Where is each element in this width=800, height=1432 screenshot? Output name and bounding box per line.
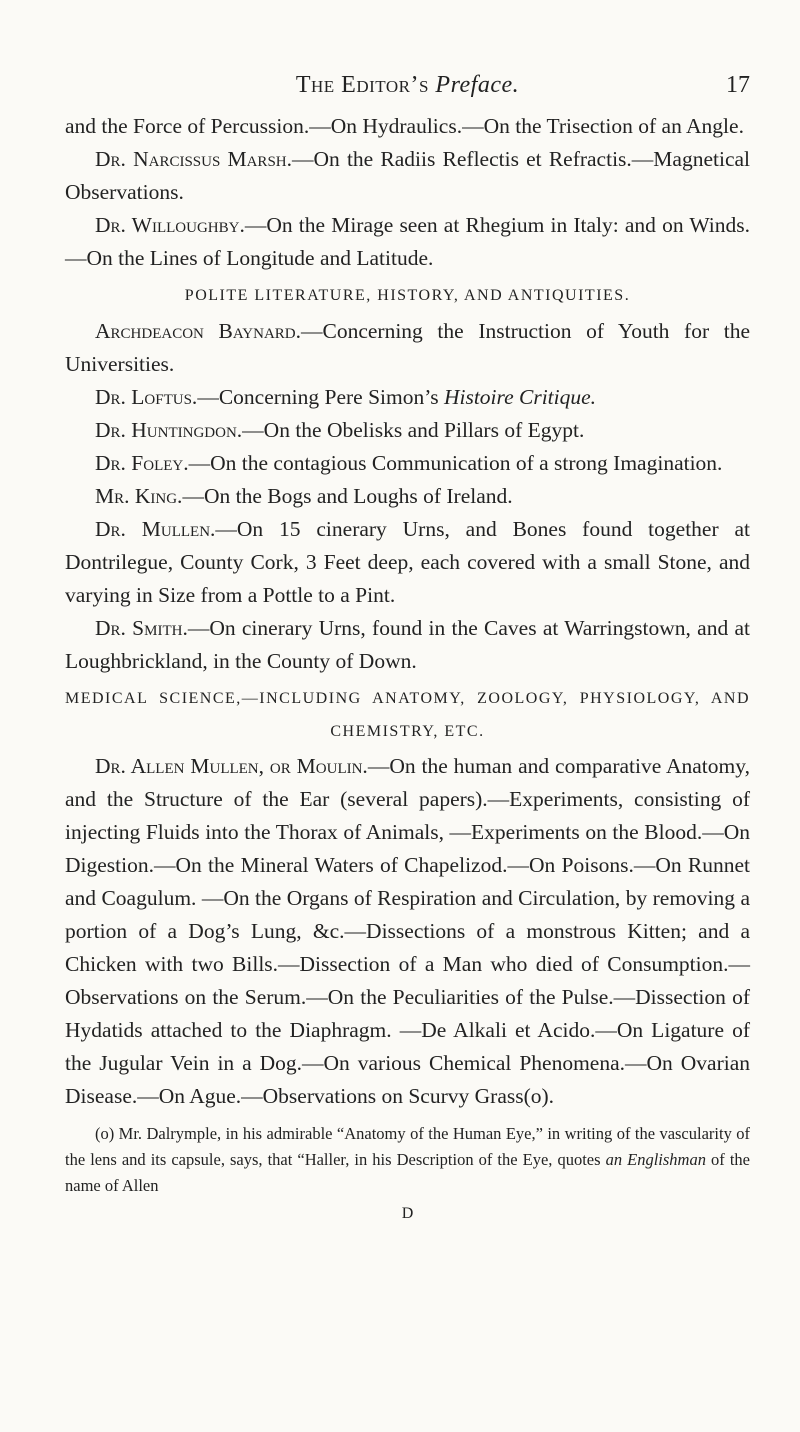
entry-loftus (65, 381, 750, 414)
section-heading-literature: POLITE LITERATURE, HISTORY, AND ANTIQUITIES. (184, 287, 631, 304)
entry-mullen (65, 513, 750, 612)
entry-foley (65, 447, 750, 480)
author-name: Dr. Loftus. (95, 385, 198, 409)
entry-text: —On the Mirage seen at Rhegium in Italy: and on Winds.—On the Lines of Longitude and Latitude. (65, 213, 750, 270)
entry-italic-title: Histoire Critique. (443, 385, 597, 409)
page-number: 17 (726, 72, 750, 98)
entry-king (65, 480, 750, 513)
section-heading-medical: MEDICAL SCIENCE,—INCLUDING ANATOMY, ZOOLOGY, PHYSIOLOGY, AND CHEMISTRY, ETC. (65, 690, 750, 740)
entry-text: —Concerning Pere Simon’s (197, 385, 444, 409)
entry-text: —On the Radiis Reflectis et Refractis.—Magnetical Observations. (65, 147, 750, 204)
footnote-part-a: (o) Mr. Dalrymple, in his admirable “Anatomy of the Human Eye,” in writing of the vascularity of the lens and its capsule, says, that “Haller, in his Description of the Eye, quotes (65, 1124, 750, 1169)
author-name: Dr. Narcissus Marsh. (95, 147, 292, 171)
paragraph-continued: and the Force of Percussion.—On Hydraulics.—On the Trisection of an Angle. (65, 114, 744, 138)
author-name: Dr. Foley. (95, 451, 189, 475)
running-title-text: The Editor’s (295, 72, 429, 98)
signature-mark: D (401, 1205, 414, 1222)
author-name: Dr. Smith. (95, 616, 188, 640)
entry-smith (65, 612, 750, 678)
entry-text: —On the human and comparative Anatomy, and the Structure of the Ear (several papers).—Experiments, consisting of injecting Fluids into the Thorax of Animals, —Experiments on the Blood.—On Digestion.—On the Mineral Waters of Chapelizod.—On Poisons.—On Runnet and Coagulum. —On the Organs of Respiration and Circulation, by removing a portion of a Dog’s Lung, &c.—Dissections of a monstrous Kitten; and a Chicken with two Bills.—Dissection of a Man who died of Consumption.—Observations on the Serum.—On the Peculiarities of the Pulse.—Dissection of Hydatids attached to the Diaphragm. —De Alkali et Acido.—On Ligature of the Jugular Vein in a Dog.—On various Chemical Phenomena.—On Ovarian Disease.—On Ague.—Observations on Scurvy Grass(o). (65, 754, 750, 1108)
entry-text: —On cinerary Urns, found in the Caves at Warringstown, and at Loughbrickland, in the County of Down. (65, 616, 750, 673)
entry-allen-mullen (65, 750, 750, 1113)
entry-text: —On the Bogs and Loughs of Ireland. (182, 484, 513, 508)
running-head (65, 0, 750, 100)
entry-text: —On the contagious Communication of a strong Imagination. (188, 451, 723, 475)
running-title-italic: Preface. (435, 72, 520, 98)
running-title (65, 72, 750, 99)
entry-marsh (65, 143, 750, 209)
author-name: Dr. Willoughby. (95, 213, 245, 237)
author-name: Archdeacon Baynard. (95, 319, 301, 343)
entry-willoughby (65, 209, 750, 275)
entry-text: —Concerning the Instruction of Youth for the Universities. (65, 319, 750, 376)
footnote (65, 1121, 750, 1199)
footnote-text (65, 1121, 750, 1199)
author-name: Dr. Mullen. (95, 517, 216, 541)
entry-text: —On the Obelisks and Pillars of Egypt. (242, 418, 585, 442)
author-name: Mr. King. (95, 484, 183, 508)
author-name: Dr. Huntingdon. (95, 418, 243, 442)
body-text (65, 110, 750, 1113)
entry-text: —On 15 cinerary Urns, and Bones found together at Dontrilegue, County Cork, 3 Feet deep, each covered with a small Stone, and varying in Size from a Pottle to a Pint. (65, 517, 750, 607)
footnote-part-b: of the name of Allen (65, 1150, 750, 1195)
entry-baynard (65, 315, 750, 381)
author-name: Dr. Allen Mullen, or Moulin. (95, 754, 368, 778)
entry-huntingdon (65, 414, 750, 447)
footnote-italic: an Englishman (605, 1150, 706, 1169)
